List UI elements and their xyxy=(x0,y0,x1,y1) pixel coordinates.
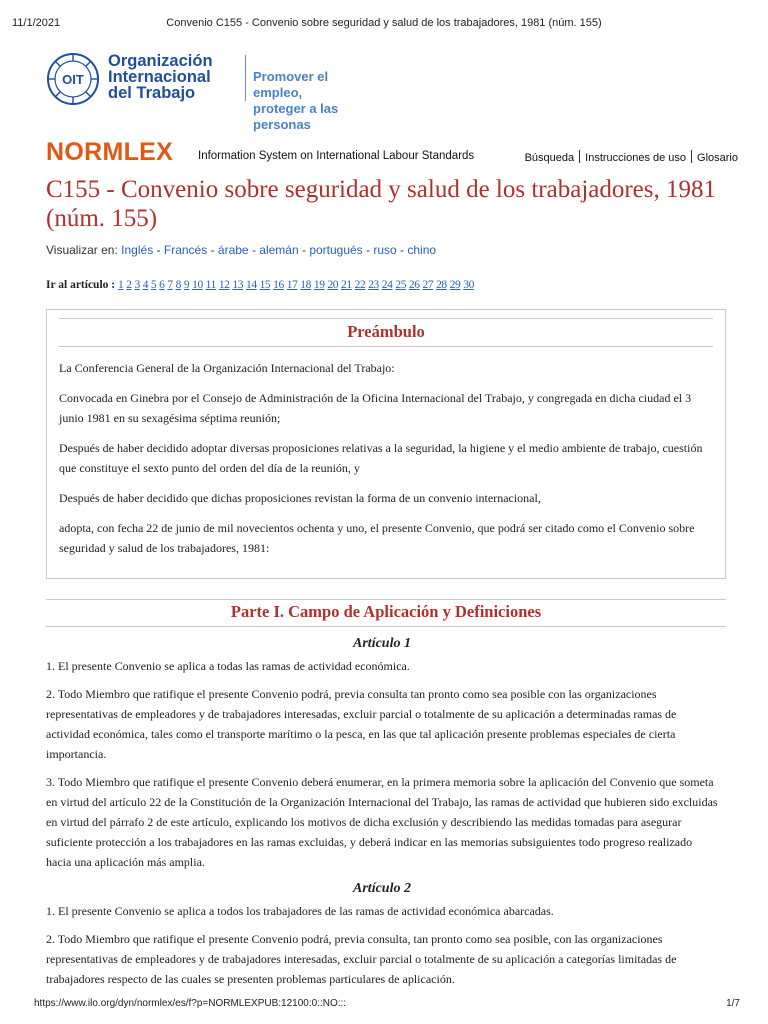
article-link-20[interactable]: 20 xyxy=(327,279,339,291)
nav-instrucciones[interactable]: Instrucciones de uso xyxy=(585,152,687,164)
article1-paragraph: 2. Todo Miembro que ratifique el presente Convenio podrá, previa consulta tan pronto como sea posible con las organizaciones representativas de empleadores y de trabajadores interesadas, excluir parcial o totalmente de su aplicación a determinadas ramas de actividad económica, tales como el transporte marítimo o la pesca, en las que tal aplicación presente problemas especiales de cierta importancia. xyxy=(46,687,677,761)
ilo-tagline-line1: Promover el empleo, xyxy=(253,69,329,100)
lang-link-ruso[interactable]: ruso xyxy=(373,243,397,257)
logo-divider xyxy=(245,55,246,101)
lang-link-arabe[interactable]: árabe xyxy=(217,243,249,257)
article1-paragraph: 3. Todo Miembro que ratifique el presente Convenio deberá enumerar, en la primera memoria sobre la aplicación del Convenio que someta en virtud del artículo 22 de la Constitución de la Organización Internacional del Trabajo, las ramas de actividad que hubieren sido excluidas en virtud del párrafo 2 de este artículo, explicando los motivos de dicha exclusión y describiendo las medidas tomadas para asegurar suficiente protección a los trabajadores en las ramas excluidas, y deberá indicar en las memorias subsiguientes todo progreso realizado hacia una aplicación más amplia. xyxy=(46,775,718,869)
print-date: 11/1/2021 xyxy=(12,17,61,29)
article-link-5[interactable]: 5 xyxy=(150,279,157,291)
article-link-22[interactable]: 22 xyxy=(354,279,366,291)
normlex-header xyxy=(46,138,738,172)
lang-link-aleman[interactable]: alemán xyxy=(259,243,299,257)
article-link-30[interactable]: 30 xyxy=(463,279,474,291)
article-link-25[interactable]: 25 xyxy=(395,279,407,291)
nav-divider xyxy=(579,150,580,163)
article-number-links xyxy=(118,279,474,291)
language-links: Visualizar en: Inglés - Francés - árabe - alemán - portugués - ruso - chino xyxy=(46,243,437,257)
normlex-tagline: Information System on International Labour Standards xyxy=(198,150,475,162)
preamble-paragraph: La Conferencia General de la Organización Internacional del Trabajo: xyxy=(59,361,395,375)
ilo-emblem-icon xyxy=(46,52,100,106)
ilo-org-line2: Internacional xyxy=(108,68,211,86)
print-footer xyxy=(34,998,740,1012)
article-jump-links xyxy=(46,279,728,291)
article-link-11[interactable]: 11 xyxy=(205,279,216,291)
article-link-7[interactable]: 7 xyxy=(167,279,173,291)
article-link-27[interactable]: 27 xyxy=(422,279,434,291)
ilo-logo[interactable] xyxy=(46,50,366,132)
article2-paragraph: 1. El presente Convenio se aplica a todos los trabajadores de las ramas de actividad económica abarcadas. xyxy=(46,904,554,918)
article2-heading: Artículo 2 xyxy=(353,881,411,896)
nav-busqueda[interactable]: Búsqueda xyxy=(524,152,575,164)
ilo-org-name xyxy=(108,53,213,101)
preamble-paragraph: Después de haber decidido adoptar diversas proposiciones relativas a la seguridad, la higiene y el medio ambiente de trabajo, cuestión que constituye el sexto punto del orden del día de la reunión, y xyxy=(59,441,703,475)
article-link-8[interactable]: 8 xyxy=(175,279,181,291)
lang-link-chino[interactable]: chino xyxy=(407,243,437,257)
ilo-tagline xyxy=(253,69,366,133)
article-link-16[interactable]: 16 xyxy=(273,279,284,291)
ilo-org-line1: Organización xyxy=(108,52,213,70)
preamble-heading: Preámbulo xyxy=(59,318,713,347)
article-link-17[interactable]: 17 xyxy=(286,279,298,291)
print-header xyxy=(12,17,756,33)
article-link-21[interactable]: 21 xyxy=(341,279,352,291)
article-link-29[interactable]: 29 xyxy=(449,279,461,291)
nav-divider xyxy=(691,150,692,163)
article-link-13[interactable]: 13 xyxy=(232,279,244,291)
article-link-24[interactable]: 24 xyxy=(381,279,393,291)
print-url: https://www.ilo.org/dyn/normlex/es/f?p=NORMLEXPUB:12100:0::NO::: xyxy=(34,998,347,1009)
article-link-1[interactable]: 1 xyxy=(117,279,124,291)
language-label: Visualizar en: xyxy=(46,243,118,257)
nav-glosario[interactable]: Glosario xyxy=(697,152,738,164)
page-title: C155 - Convenio sobre seguridad y salud de los trabajadores, 1981 (núm. 155) xyxy=(46,176,717,232)
lang-link-frances[interactable]: Francés xyxy=(163,243,208,257)
article-link-4[interactable]: 4 xyxy=(142,279,149,291)
part1-heading: Parte I. Campo de Aplicación y Definiciones xyxy=(46,599,726,627)
lang-link-ingles[interactable]: Inglés xyxy=(121,243,154,257)
normlex-nav xyxy=(525,150,738,164)
article-link-18[interactable]: 18 xyxy=(300,279,311,291)
ilo-emblem-text: OIT xyxy=(62,72,84,87)
article-link-19[interactable]: 19 xyxy=(313,279,325,291)
article-link-12[interactable]: 12 xyxy=(218,279,230,291)
preamble-paragraph: Después de haber decidido que dichas proposiciones revistan la forma de un convenio internacional, xyxy=(59,491,541,505)
article-link-2[interactable]: 2 xyxy=(126,279,132,291)
article-link-15[interactable]: 15 xyxy=(259,279,271,291)
article-link-10[interactable]: 10 xyxy=(192,279,203,291)
article2-section xyxy=(46,879,718,997)
article-link-9[interactable]: 9 xyxy=(183,279,190,291)
article-link-14[interactable]: 14 xyxy=(245,279,257,291)
article1-section xyxy=(46,634,718,880)
article2-paragraph: 2. Todo Miembro que ratifique el presente Convenio podrá, previa consulta, tan pronto como sea posible, con las organizaciones representativas de empleadores y de trabajadores interesadas, excluir parcial o totalmente de su aplicación a categorías limitadas de trabajadores respecto de las cuales se presenten problemas particulares de aplicación. xyxy=(46,932,677,986)
article-link-3[interactable]: 3 xyxy=(134,279,140,291)
article-link-23[interactable]: 23 xyxy=(368,279,379,291)
preamble-text xyxy=(59,358,711,568)
normlex-logo[interactable]: NORMLEX xyxy=(46,138,174,166)
print-title: Convenio C155 - Convenio sobre seguridad y salud de los trabajadores, 1981 (núm. 155) xyxy=(166,17,602,29)
print-page-count: 1/7 xyxy=(726,998,740,1009)
article-jump-label: Ir al artículo : xyxy=(46,279,116,291)
article-link-26[interactable]: 26 xyxy=(408,279,420,291)
ilo-tagline-line2: proteger a las personas xyxy=(253,101,339,132)
article1-paragraph: 1. El presente Convenio se aplica a todas las ramas de actividad económica. xyxy=(46,659,410,673)
article-link-28[interactable]: 28 xyxy=(436,279,447,291)
preamble-paragraph: adopta, con fecha 22 de junio de mil novecientos ochenta y uno, el presente Convenio, que podrá ser citado como el Convenio sobre seguridad y salud de los trabajadores, 1981: xyxy=(59,521,695,555)
preamble-section xyxy=(46,309,726,579)
ilo-org-line3: del Trabajo xyxy=(108,84,196,102)
article-link-6[interactable]: 6 xyxy=(159,279,165,291)
preamble-paragraph: Convocada en Ginebra por el Consejo de Administración de la Oficina Internacional del Trabajo, y congregada en dicha ciudad el 3 junio 1981 en su sexagésima séptima reunión; xyxy=(59,391,692,425)
article1-heading: Artículo 1 xyxy=(353,636,411,651)
lang-link-portugues[interactable]: portugués xyxy=(309,243,363,257)
